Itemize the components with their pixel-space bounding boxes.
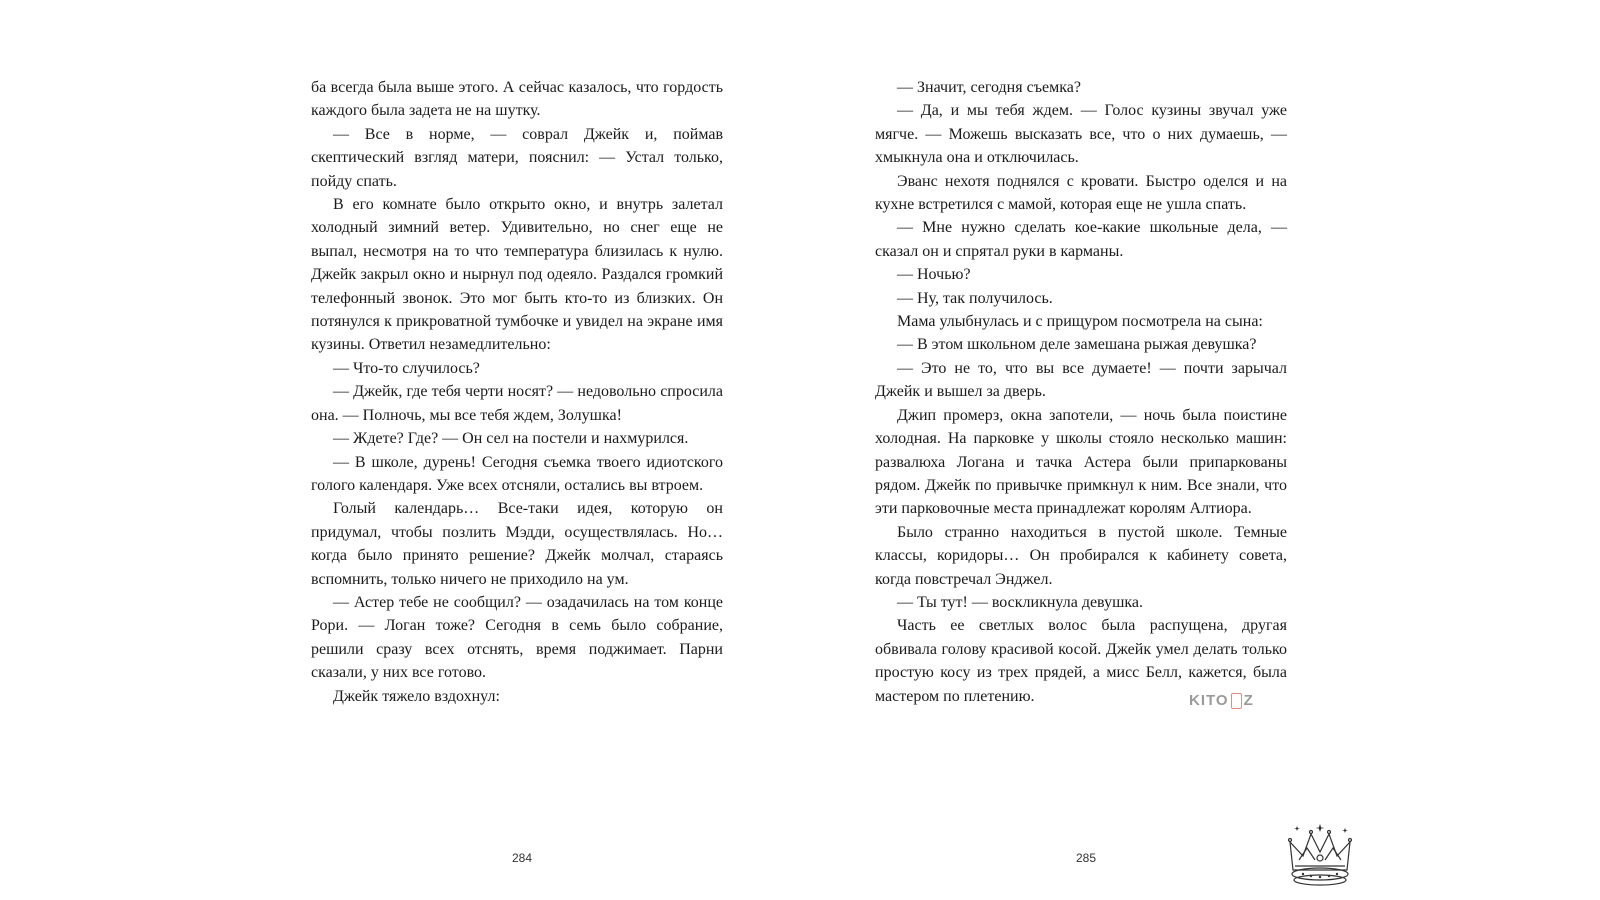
paragraph: — Что-то случилось? bbox=[333, 359, 480, 377]
paragraph: — Да, и мы тебя ждем. — Голос кузины звучал уже мягче. — Можешь высказать все, что о них думаешь, — хмыкнула она и отключилась. bbox=[875, 102, 1287, 167]
right-page bbox=[875, 76, 1287, 708]
paragraph: — В этом школьном деле замешана рыжая девушка? bbox=[897, 336, 1257, 354]
paragraph: — Джейк, где тебя черти носят? — недовольно спросила она. — Полночь, мы все тебя ждем, Золушка! bbox=[311, 383, 723, 424]
paragraph: — Все в норме, — соврал Джейк и, поймав скептический взгляд матери, пояснил: — Устал только, пойду спать. bbox=[311, 125, 723, 190]
paragraph: В его комнате было открыто окно, и внутрь залетал холодный зимний ветер. Удивительно, но снег еще не выпал, несмотря на то что температура близилась к нулю. Джейк закрыл окно и нырнул под одеяло. Раздался громкий телефонный звонок. Это мог быть кто-то из близких. Он потянулся к прикроватной тумбочке и увидел на экране имя кузины. Ответил незамедлительно: bbox=[311, 196, 723, 354]
paragraph: Джейк тяжело вздохнул: bbox=[333, 687, 500, 705]
paragraph: Мама улыбнулась и с прищуром посмотрела на сына: bbox=[897, 313, 1263, 331]
paragraph: Эванс нехотя поднялся с кровати. Быстро оделся и на кухне встретился с мамой, которая еще не ушла спать. bbox=[875, 172, 1287, 214]
left-page bbox=[311, 76, 723, 708]
paragraph: Было странно находиться в пустой школе. Темные классы, коридоры… Он пробирался к кабинету совета, когда повстречал Энджел. bbox=[875, 523, 1287, 588]
page-number-left: 284 bbox=[511, 851, 533, 865]
paragraph: — Астер тебе не сообщил? — озадачилась на том конце Рори. — Логан тоже? Сегодня в семь было собрание, решили сразу всех отснять, время поджимает. Парни сказали, у них все готово. bbox=[311, 593, 723, 682]
paragraph: — Это не то, что вы все думаете! — почти зарычал Джейк и вышел за дверь. bbox=[875, 359, 1287, 401]
paragraph: Голый календарь… Все-таки идея, которую он придумал, чтобы позлить Мэдди, осуществлялась. Но… когда было принято решение? Джейк молчал, стараясь вспомнить, только ничего не приходило на ум. bbox=[311, 500, 723, 588]
watermark-box-icon bbox=[1231, 693, 1242, 709]
paragraph: — Значит, сегодня съемка? bbox=[897, 79, 1081, 96]
paragraph: — Ждете? Где? — Он сел на постели и нахмурился. bbox=[333, 430, 689, 448]
watermark-text: Z bbox=[1243, 692, 1254, 709]
paragraph: Джип промерз, окна запотели, — ночь была поистине холодная. На парковке у школы стояло несколько машин: развалюха Логана и тачка Астера были припаркованы рядом. Джейк по привычке примкнул к ним. Все знали, что эти парковочные места принадлежат королям Алтиора. bbox=[875, 406, 1287, 518]
paragraph: — Ну, так получилось. bbox=[897, 289, 1053, 307]
crown-icon bbox=[1285, 820, 1355, 892]
paragraph: — В школе, дурень! Сегодня съемка твоего идиотского голого календаря. Уже всех отсняли, остались вы втроем. bbox=[311, 453, 723, 494]
paragraph: ба всегда была выше этого. А сейчас казалось, что гордость каждого была задета не на шутку. bbox=[311, 79, 723, 120]
watermark-text: KITO bbox=[1189, 692, 1229, 709]
paragraph: Часть ее светлых волос была распущена, другая обвивала голову красивой косой. Джейк умел делать только простую косу из трех прядей, а мисс Белл, кажется, была мастером по плетению. bbox=[875, 617, 1287, 705]
paragraph: — Мне нужно сделать кое-какие школьные дела, — сказал он и спрятал руки в карманы. bbox=[875, 219, 1287, 260]
paragraph: — Ты тут! — воскликнула девушка. bbox=[897, 593, 1144, 611]
paragraph: — Ночью? bbox=[897, 266, 971, 284]
watermark-logo bbox=[1189, 692, 1254, 709]
page-number-right: 285 bbox=[1075, 851, 1097, 865]
